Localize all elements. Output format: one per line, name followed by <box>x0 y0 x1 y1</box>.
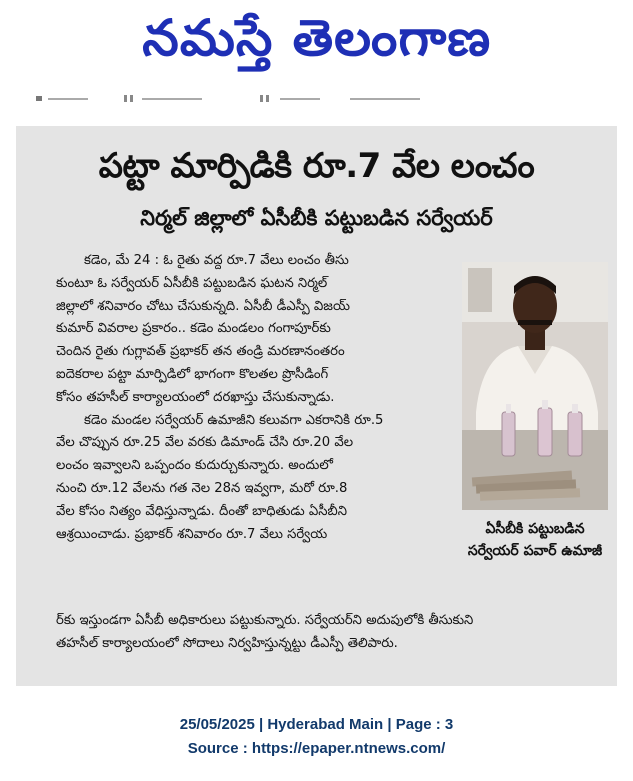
article-body-wide <box>56 610 564 656</box>
masthead <box>0 0 633 88</box>
article-subheadline: నిర్మల్ జిల్లాలో ఏసీబీకి పట్టుబడిన సర్వేయర్ <box>140 206 493 230</box>
caption-line: ఏసీబీకి పట్టుబడిన <box>485 521 585 537</box>
newspaper-title: నమస్తే తెలంగాణ <box>142 8 491 67</box>
article-line: జిల్లాలో శనివారం చోటు చేసుకున్నది. ఏసీబీ డీఎస్పీ విజయ్ <box>56 298 350 314</box>
article-line: కడెం, మే 24 : ఓ రైతు వద్ద రూ.7 వేలు లంచం తీసు <box>84 253 349 268</box>
article-line: లంచం ఇవ్వాలని ఒప్పందం కుదుర్చుకున్నారు. అందులో <box>56 458 333 474</box>
article-line: తహసీల్ కార్యాలయంలో సోదాలు నిర్వహిస్తున్నట్టు డీఎస్పీ తెలిపారు. <box>56 635 398 651</box>
article-line: ఆశ్రయించాడు. ప్రభాకర్ శనివారం రూ.7 వేలు సర్వేయ <box>56 526 328 542</box>
article-line: కోసం తహసీల్ కార్యాలయంలో దరఖాస్తు చేసుకున్నాడు. <box>56 389 335 405</box>
article-line: కుంటూ ఓ సర్వేయర్ ఏసీబీకి పట్టుబడిన ఘటన నిర్మల్ <box>56 275 328 291</box>
article-line: నుంచి రూ.12 వేలను గత నెల 28న ఇవ్వగా, మరో రూ.8 <box>56 480 348 496</box>
photo-caption <box>462 518 608 562</box>
source-info: Source : https://epaper.ntnews.com/ <box>187 740 446 757</box>
article-line: వేల చొప్పున రూ.25 వేల వరకు డిమాండ్ చేసి రూ.20 వేల <box>56 435 354 451</box>
photo-illustration <box>462 262 608 510</box>
surveyor-photo <box>462 262 608 510</box>
article-line: ఐదెకరాల పట్టా మార్పిడిలో భాగంగా కొలతల ప్రొసీడింగ్ <box>56 366 329 382</box>
article-line: కుమార్ వివరాల ప్రకారం.. కడెం మండలం గంగాపూర్‌కు <box>56 321 331 337</box>
edition-info: 25/05/2025 | Hyderabad Main | Page : 3 <box>179 716 454 733</box>
caption-line: సర్వేయర్ పవార్ ఉమాజీ <box>467 543 603 559</box>
article-line: వేల కోసం నిత్యం వేధిస్తున్నాడు. దీంతో బాధితుడు ఏసీబీని <box>56 503 347 519</box>
cut-off-text-glyphs <box>32 93 422 103</box>
article-headline: పట్టా మార్పిడికి రూ.7 వేల లంచం <box>98 146 535 186</box>
cut-off-text-line <box>32 93 422 103</box>
article-line: చెందిన రైతు గుగ్లావత్ ప్రభాకర్ తన తండ్రి మరణానంతరం <box>56 344 345 360</box>
article-line: ర్‌కు ఇస్తుండగా ఏసీబీ అధికారులు పట్టుకున్నారు. సర్వేయర్‌ని అదుపులోకి తీసుకుని <box>56 613 474 628</box>
article-body-column <box>56 250 444 546</box>
article-line: కడెం మండల సర్వేయర్ ఉమాజీని కలువగా ఎకరానికి రూ.5 <box>84 412 384 428</box>
